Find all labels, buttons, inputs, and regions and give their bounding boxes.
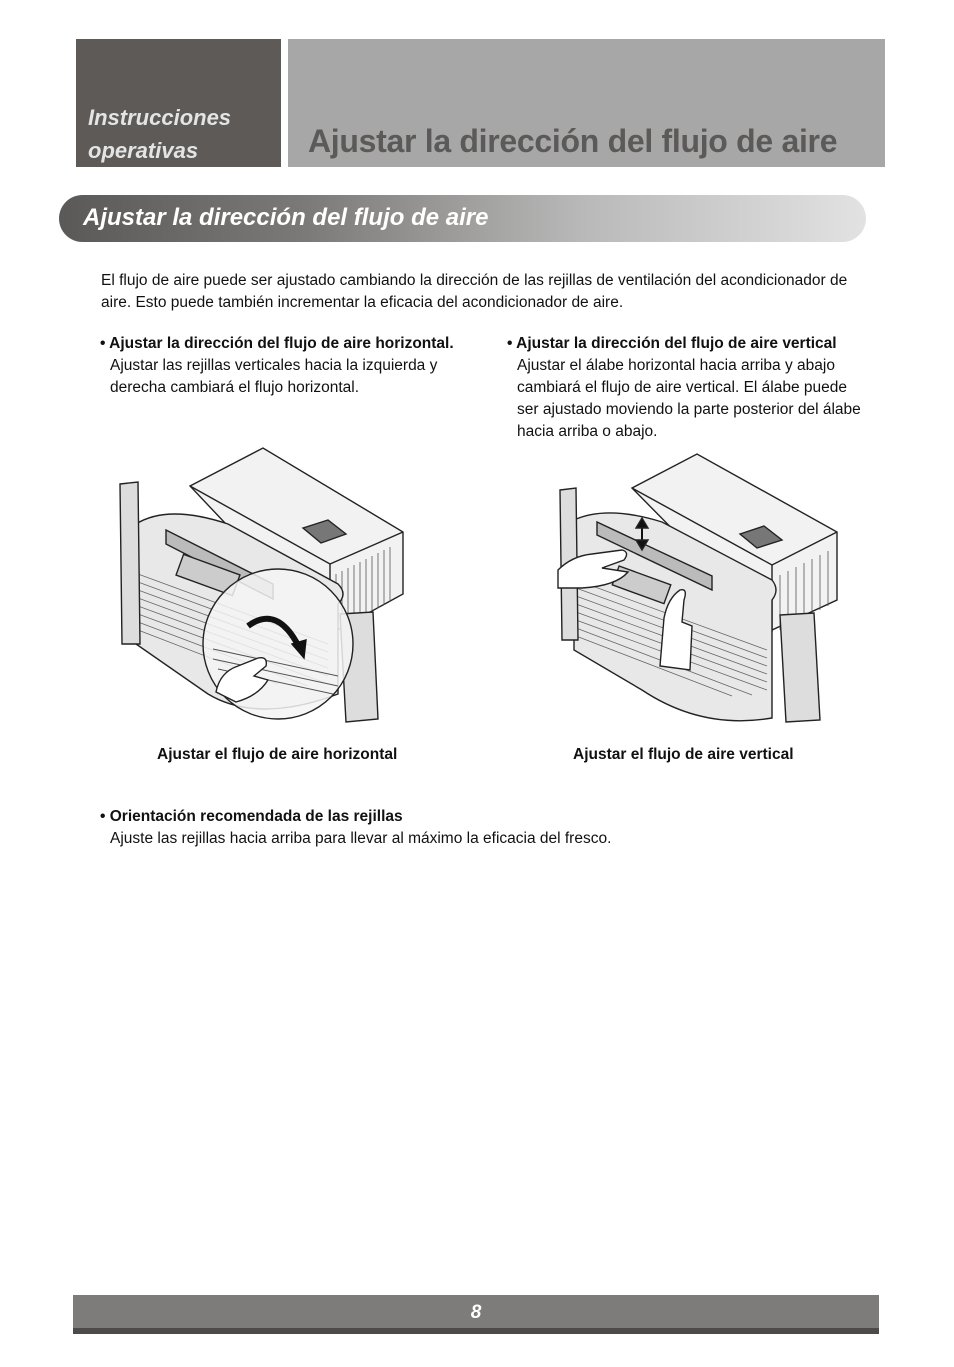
section-bar [59,195,866,242]
vertical-airflow-illustration [552,450,842,735]
title-header-block [288,39,885,167]
horizontal-line: derecha cambiará el flujo horizontal. [110,379,359,396]
orientation-heading: • Orientación recomendada de las rejillas [100,808,403,825]
footer-bar [73,1295,879,1328]
horizontal-figure-caption: Ajustar el flujo de aire horizontal [157,746,398,763]
vertical-instructions [507,333,892,443]
horizontal-airflow-illustration [108,444,408,734]
horizontal-heading: • Ajustar la dirección del flujo de aire horizontal. [100,335,454,352]
intro-line: El flujo de aire puede ser ajustado cambiando la dirección de las rejillas de ventilación del acondicionador de [101,272,848,289]
page-title: Ajustar la dirección del flujo de aire [308,123,838,159]
section-title: Ajustar la dirección del flujo de aire [83,204,489,231]
vertical-figure-caption: Ajustar el flujo de aire vertical [573,746,794,763]
section-label-line1: Instrucciones [88,105,232,130]
vertical-line: Ajustar el álabe horizontal hacia arriba y abajo [517,357,835,374]
vertical-heading: • Ajustar la dirección del flujo de aire vertical [507,335,837,352]
vertical-line: hacia arriba o abajo. [517,423,658,440]
footer-divider [73,1328,879,1334]
horizontal-line: Ajustar las rejillas verticales hacia la izquierda y [110,357,438,374]
horizontal-instructions [100,333,490,399]
page-number: 8 [470,1302,482,1323]
orientation-line: Ajuste las rejillas hacia arriba para llevar al máximo la eficacia del fresco. [110,830,612,847]
section-label-line2: operativas [88,138,199,163]
section-header-block [76,39,281,167]
vertical-line: ser ajustado moviendo la parte posterior del álabe [517,401,861,418]
intro-paragraph [101,270,891,314]
vertical-line: cambiará el flujo de aire vertical. El álabe puede [517,379,847,396]
section-label [88,101,231,167]
intro-line: aire. Esto puede también incrementar la eficacia del acondicionador de aire. [101,294,624,311]
orientation-recommendation [100,806,890,850]
